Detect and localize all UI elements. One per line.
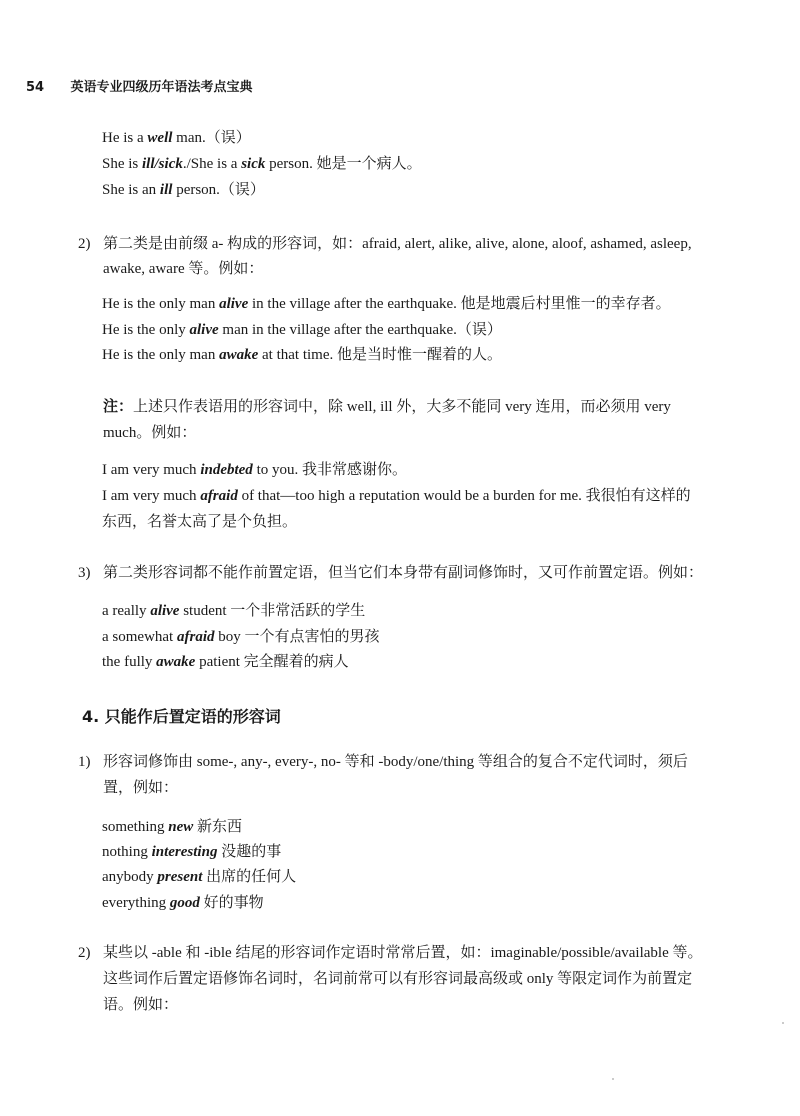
item-text: 第二类是由前缀 a- 构成的形容词，如：afraid, alert, alike, alive, alone, aloof, ashamed, asleep, — [103, 236, 692, 252]
example-line: anybody present 出席的任何人 — [102, 869, 297, 885]
example-line: a really alive student 一个非常活跃的学生 — [102, 603, 366, 619]
example-line: I am very much indebted to you. 我非常感谢你。 — [102, 462, 407, 478]
example-line: He is the only man awake at that time. 他是当时惟一醒着的人。 — [102, 347, 502, 363]
example-line: nothing interesting 没趣的事 — [102, 844, 282, 860]
book-title: 英语专业四级历年语法考点宝典 — [70, 80, 253, 95]
item-marker: 2) — [78, 236, 91, 252]
example-line: He is the only man alive in the village after the earthquake. 他是地震后村里惟一的幸存者。 — [102, 296, 671, 312]
example-line: the fully awake patient 完全醒着的病人 — [102, 654, 349, 670]
example-line: everything good 好的事物 — [102, 895, 264, 911]
item-marker: 2) — [78, 945, 91, 961]
item-text: 第二类形容词都不能作前置定语，但当它们本身带有副词修饰时，又可作前置定语。例如： — [103, 565, 704, 581]
item-marker: 1) — [78, 754, 91, 770]
example-line: I am very much afraid of that—too high a reputation would be a burden for me. 我很怕有这样的 — [102, 488, 691, 504]
example-line: something new 新东西 — [102, 819, 243, 835]
item-text: 语。例如： — [103, 997, 179, 1013]
note-lead: 注： — [103, 399, 134, 415]
scan-speck — [782, 1022, 784, 1024]
page-header — [26, 76, 253, 95]
example-line: 东西，名誉太高了是个负担。 — [102, 514, 298, 530]
item-text: 置，例如： — [103, 780, 179, 796]
example-line: a somewhat afraid boy 一个有点害怕的男孩 — [102, 629, 380, 645]
page-number: 54 — [26, 80, 45, 95]
item-text: 形容词修饰由 some-, any-, every-, no- 等和 -body/one/thing 等组合的复合不定代词时，须后 — [103, 754, 688, 770]
item-marker: 3) — [78, 565, 91, 581]
section-title: 4. 只能作后置定语的形容词 — [82, 707, 281, 726]
example-line: She is an ill person.（误） — [102, 182, 265, 198]
note-text: much。例如： — [103, 425, 197, 441]
example-line: She is ill/sick./She is a sick person. 她是一个病人。 — [102, 156, 422, 172]
item-text: awake, aware 等。例如： — [103, 261, 264, 277]
item-text: 某些以 -able 和 -ible 结尾的形容词作定语时常常后置，如：imaginable/possible/available 等。 — [103, 945, 703, 961]
example-line: He is a well man.（误） — [102, 130, 251, 146]
item-text: 这些词作后置定语修饰名词时，名词前常可以有形容词最高级或 only 等限定词作为前置定 — [103, 971, 693, 987]
note-text: 注：上述只作表语用的形容词中，除 well, ill 外，大多不能同 very 连用，而必须用 very — [103, 399, 671, 415]
scan-speck — [612, 1078, 614, 1080]
example-line: He is the only alive man in the village after the earthquake.（误） — [102, 322, 502, 338]
